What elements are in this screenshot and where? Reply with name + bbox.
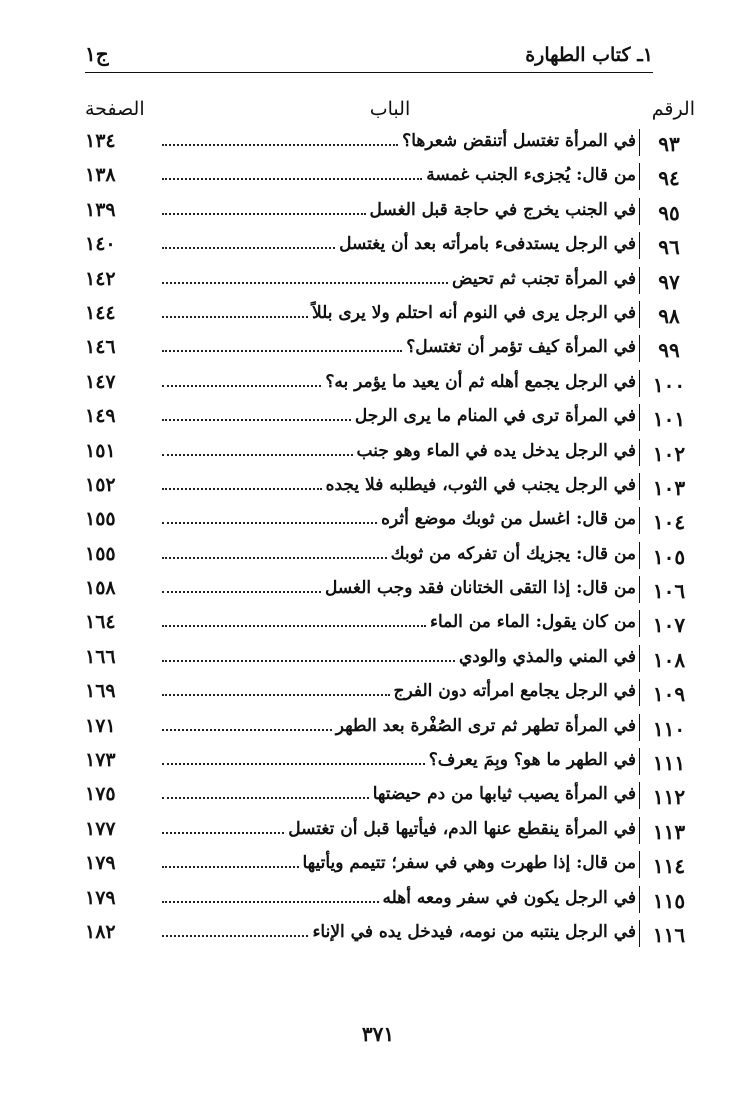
page-ref: ١٤٦ xyxy=(85,336,116,359)
page-ref: ١٦٦ xyxy=(85,645,116,668)
toc-row xyxy=(0,367,756,401)
toc-row xyxy=(0,160,756,194)
chapter-line xyxy=(162,268,636,289)
column-header-page: الصفحة xyxy=(85,98,145,120)
chapter-line xyxy=(162,130,636,151)
entry-divider xyxy=(639,851,640,878)
dot-leader xyxy=(162,921,308,937)
chapter-line xyxy=(162,921,636,942)
toc-row xyxy=(0,642,756,676)
chapter-line xyxy=(162,440,636,461)
dot-leader xyxy=(162,130,398,146)
entry-number: ١١٤ xyxy=(652,854,686,879)
entry-number: ١١٦ xyxy=(652,922,686,947)
chapter-line xyxy=(162,164,636,185)
entry-divider xyxy=(639,610,640,637)
dot-leader xyxy=(162,715,332,731)
chapter-line xyxy=(162,852,636,873)
entry-divider xyxy=(639,507,640,534)
page-ref: ١٦٤ xyxy=(85,611,116,634)
chapter-line xyxy=(162,543,636,564)
chapter-title: من قال: يجزيك أن تفركه من ثوبك xyxy=(390,543,636,564)
entry-number: ١١٠ xyxy=(652,716,686,741)
toc-row xyxy=(0,264,756,298)
entry-number: ١٠٥ xyxy=(652,544,686,569)
entry-divider xyxy=(639,335,640,362)
entry-number: ١٠٢ xyxy=(652,441,686,466)
dot-leader xyxy=(162,852,299,868)
page-ref: ١٣٤ xyxy=(85,130,116,152)
toc-row xyxy=(0,401,756,435)
page-ref: ١٨٢ xyxy=(85,920,116,943)
chapter-title: في المرأة ترى في المنام ما يرى الرجل xyxy=(354,406,636,427)
page-ref: ١٥٨ xyxy=(85,577,116,600)
dot-leader xyxy=(162,405,351,421)
chapter-line xyxy=(162,336,636,357)
toc-row xyxy=(0,539,756,573)
chapter-title: في المرأة تغتسل أتنقض شعرها؟ xyxy=(402,131,636,151)
entry-number: ١٠٩ xyxy=(652,682,686,707)
column-header-number: الرقم xyxy=(651,98,695,120)
chapter-title: من كان يقول: الماء من الماء xyxy=(430,612,636,633)
page-ref: ١٧٥ xyxy=(85,783,116,806)
entry-number: ٩٦ xyxy=(658,235,680,260)
chapter-title: في الجنب يخرج في حاجة قبل الغسل xyxy=(369,199,636,220)
page-ref: ١٤٢ xyxy=(85,267,116,290)
page-ref: ١٧٩ xyxy=(85,852,116,875)
page-ref: ١٤٤ xyxy=(85,301,116,324)
chapter-title: في الرجل يستدفىء بامرأته بعد أن يغتسل xyxy=(339,234,636,255)
entry-divider xyxy=(639,886,640,913)
page-ref: ١٧٩ xyxy=(85,886,116,909)
toc-row xyxy=(0,229,756,263)
chapter-line xyxy=(162,611,636,632)
entry-number: ١٠١ xyxy=(652,407,686,432)
chapter-title: في الرجل ينتبه من نومه، فيدخل يده في الإناء xyxy=(312,921,636,942)
entry-number: ٩٩ xyxy=(658,338,680,363)
toc-row xyxy=(0,745,756,779)
chapter-title: في الرجل يكون في سفر ومعه أهله xyxy=(382,887,636,908)
page-ref: ١٧٣ xyxy=(85,749,116,772)
toc-row xyxy=(0,436,756,470)
chapter-line xyxy=(162,749,636,770)
dot-leader xyxy=(162,164,422,180)
page-ref: ١٧١ xyxy=(85,714,116,737)
dot-leader xyxy=(162,887,379,903)
dot-leader xyxy=(162,543,387,559)
toc-row xyxy=(0,917,756,951)
entry-divider xyxy=(639,370,640,397)
chapter-line xyxy=(162,577,636,598)
toc-row xyxy=(0,573,756,607)
chapter-title: من قال: يُجزىء الجنب غمسة xyxy=(426,165,636,186)
entry-number: ١١٥ xyxy=(652,888,686,913)
dot-leader xyxy=(162,680,390,696)
chapter-title: في الرجل يرى في النوم أنه احتلم ولا يرى بللاً xyxy=(312,302,636,323)
entry-divider xyxy=(639,473,640,500)
entry-divider xyxy=(639,163,640,190)
chapter-title: في الرجل يجمع أهله ثم أن يعيد ما يؤمر به؟ xyxy=(325,371,636,392)
chapter-line xyxy=(162,199,636,220)
entry-number: ١١١ xyxy=(652,751,686,776)
entry-divider xyxy=(639,748,640,775)
page-ref: ١٥٢ xyxy=(85,473,116,496)
chapter-line xyxy=(162,233,636,254)
entry-divider xyxy=(639,920,640,947)
chapter-line xyxy=(162,508,636,529)
entry-divider xyxy=(639,404,640,431)
toc-row xyxy=(0,332,756,366)
entry-number: ١١٢ xyxy=(652,785,686,810)
page-number: ٣٧١ xyxy=(361,1022,395,1046)
toc-row xyxy=(0,814,756,848)
chapter-title: في الرجل يجنب في الثوب، فيطلبه فلا يجده xyxy=(325,474,636,495)
chapter-line xyxy=(162,405,636,426)
dot-leader xyxy=(162,611,426,627)
toc-row xyxy=(0,676,756,710)
entry-number: ١٠٨ xyxy=(652,647,686,672)
chapter-line xyxy=(162,783,636,804)
chapter-title: من قال: إذا طهرت وهي في سفر؛ تتيمم ويأتيها xyxy=(302,853,636,874)
entry-divider xyxy=(639,542,640,569)
entry-number: ١٠٠ xyxy=(652,372,686,397)
chapter-title: من قال: اغسل من ثوبك موضع أثره xyxy=(381,509,636,530)
toc-row xyxy=(0,470,756,504)
entry-number: ١١٣ xyxy=(652,819,686,844)
dot-leader xyxy=(162,199,366,215)
dot-leader xyxy=(162,302,308,318)
column-header-chapter: الباب xyxy=(369,98,411,120)
page-ref: ١٣٨ xyxy=(85,164,116,187)
toc-row xyxy=(0,195,756,229)
entry-divider xyxy=(639,817,640,844)
dot-leader xyxy=(162,233,335,249)
toc-row xyxy=(0,779,756,813)
dot-leader xyxy=(162,749,425,765)
chapter-title: في المرأة يصيب ثيابها من دم حيضتها xyxy=(372,784,636,805)
entry-divider xyxy=(639,439,640,466)
dot-leader xyxy=(162,577,321,593)
entry-number: ٩٣ xyxy=(658,132,680,156)
chapter-title: في الطهر ما هو؟ وبِمَ يعرف؟ xyxy=(428,750,636,771)
toc-row xyxy=(0,711,756,745)
chapter-title: في الرجل يجامع امرأته دون الفرج xyxy=(393,681,636,702)
chapter-line xyxy=(162,680,636,701)
dot-leader xyxy=(162,440,353,456)
toc-row xyxy=(0,848,756,882)
toc-row xyxy=(0,126,756,160)
dot-leader xyxy=(162,508,377,524)
chapter-title: في الرجل يدخل يده في الماء وهو جنب xyxy=(356,440,636,461)
chapter-title: من قال: إذا التقى الختانان فقد وجب الغسل xyxy=(324,578,636,599)
entry-divider xyxy=(639,129,640,156)
chapter-line xyxy=(162,646,636,667)
entry-number: ٩٥ xyxy=(658,200,680,225)
chapter-line xyxy=(162,371,636,392)
toc-row xyxy=(0,504,756,538)
dot-leader xyxy=(162,371,321,387)
running-header xyxy=(85,36,653,73)
dot-leader xyxy=(162,474,322,490)
page-ref: ١٥١ xyxy=(85,439,116,462)
entry-divider xyxy=(639,301,640,328)
chapter-title: في المرأة تطهر ثم ترى الصُفْرة بعد الطهر xyxy=(335,715,636,736)
chapter-line xyxy=(162,818,636,839)
entry-number: ٩٨ xyxy=(658,303,680,328)
chapter-line xyxy=(162,474,636,495)
entry-number: ١٠٦ xyxy=(652,579,686,604)
entry-number: ١٠٤ xyxy=(652,510,686,535)
entry-divider xyxy=(639,679,640,706)
dot-leader xyxy=(162,646,455,662)
page-ref: ١٤٩ xyxy=(85,405,116,428)
page-ref: ١٥٥ xyxy=(85,508,116,531)
table-of-contents xyxy=(0,126,756,951)
chapter-title: في المرأة كيف تؤمر أن تغتسل؟ xyxy=(406,337,636,358)
toc-row xyxy=(0,607,756,641)
entry-divider xyxy=(639,714,640,741)
toc-row xyxy=(0,883,756,917)
entry-divider xyxy=(639,645,640,672)
entry-number: ٩٧ xyxy=(658,269,680,294)
dot-leader xyxy=(162,818,284,834)
book-title: ١ـ كتاب الطهارة xyxy=(525,44,653,66)
page-ref: ١٣٩ xyxy=(85,198,116,221)
entry-number: ١٠٣ xyxy=(652,475,686,500)
page-ref: ١٦٩ xyxy=(85,680,116,703)
chapter-title: في المرأة تجنب ثم تحيض xyxy=(452,268,636,289)
dot-leader xyxy=(162,268,448,284)
chapter-line xyxy=(162,715,636,736)
chapter-title: في المني والمذي والودي xyxy=(458,646,636,667)
entry-number: ١٠٧ xyxy=(652,613,686,638)
page-ref: ١٤٧ xyxy=(85,370,116,393)
volume-label: ج١ xyxy=(85,42,109,66)
entry-divider xyxy=(639,232,640,259)
entry-divider xyxy=(639,576,640,603)
chapter-title: في المرأة ينقطع عنها الدم، فيأتيها قبل أن تغتسل xyxy=(288,818,636,839)
dot-leader xyxy=(162,783,369,799)
entry-divider xyxy=(639,198,640,225)
page-ref: ١٤٠ xyxy=(85,233,116,256)
chapter-line xyxy=(162,887,636,908)
entry-divider xyxy=(639,267,640,294)
toc-row xyxy=(0,298,756,332)
entry-divider xyxy=(639,782,640,809)
dot-leader xyxy=(162,336,402,352)
page-ref: ١٧٧ xyxy=(85,817,116,840)
entry-number: ٩٤ xyxy=(658,166,680,191)
page-ref: ١٥٥ xyxy=(85,542,116,565)
chapter-line xyxy=(162,302,636,323)
